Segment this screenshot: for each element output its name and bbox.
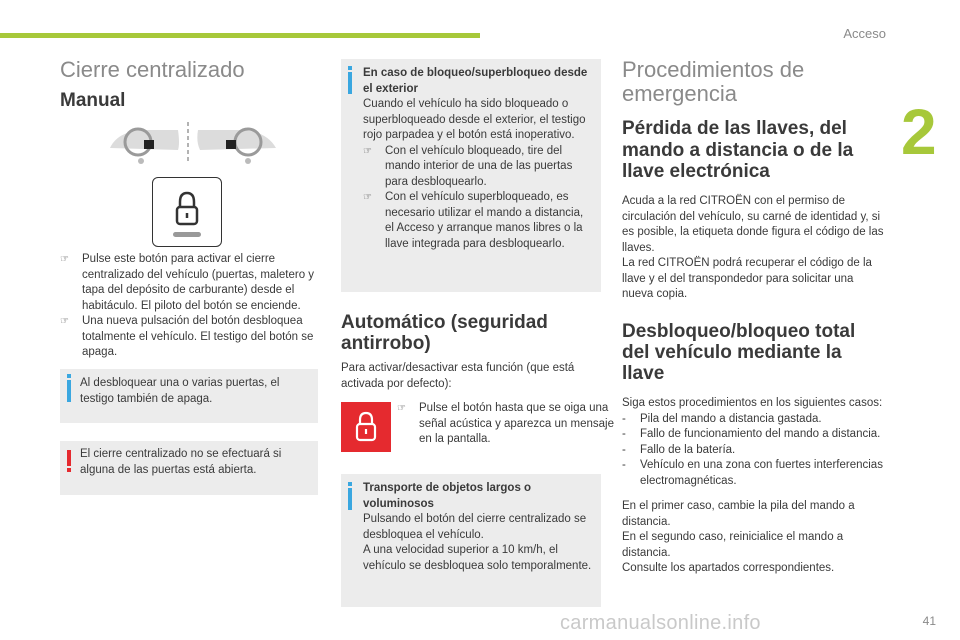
unlock-intro: Siga estos procedimientos en los siguientes casos: [622,397,883,410]
column-3 [622,58,884,577]
list-item: ☞ Pulse este botón para activar el cierre centralizado del vehículo (puertas, maletero y tapa del depósito de carburante) desde el habitáculo. El piloto del botón se enciende. [60,253,315,312]
dashboard-illustration [108,118,278,168]
warning-icon [67,450,71,466]
header-accent-bar [0,33,480,38]
list-item: - Fallo de funcionamiento del mando a distancia. [622,428,881,441]
info-text: Al desbloquear una o varias puertas, el testigo también de apaga. [80,377,280,405]
list-item: ☞ Con el vehículo superbloqueado, es necesario utilizar el mando a distancia, el Acceso y arranque manos libres o la llave integrada para desbloquearlo. [363,191,584,250]
list-item: ☞ Una nueva pulsación del botón desbloquea totalmente el vehículo. El testigo del botón se apaga. [60,315,314,358]
heading-perdida-llaves: Pérdida de las llaves, del mando a distancia o de la llave electrónica [622,118,854,182]
list-item: - Fallo de la batería. [622,443,736,456]
info-icon [348,488,352,510]
section-name: Acceso [843,26,886,41]
console-button-icon [144,140,154,149]
list-item: ☞ Con el vehículo bloqueado, tire del mando interior de una de las puertas para desbloquearlo. [363,144,573,188]
info-box-exterior-lock [341,59,601,292]
warning-box-door-open [60,441,318,495]
heading-automatico: Automático (seguridad antirrobo) [341,312,548,355]
footer-watermark: carmanualsonline.info [560,612,761,634]
unlock-outro: En el primer caso, cambie la pila del mando a distancia. En el segundo caso, reinicialice el mando a distancia. Consulte los apartados correspondientes. [622,500,855,575]
lost-text: Acuda a la red CITROËN con el permiso de circulación del vehículo, su carné de identidad y, si es posible, la etiqueta donde figura el código de las llaves. La red CITROËN podrá recuperar el código de la llave y el del transpondedor para solicitar una nueva copia. [622,195,884,301]
heading-desbloqueo: Desbloqueo/bloqueo total del vehículo mediante la llave [622,320,856,385]
padlock-icon [153,178,221,246]
box-text: Cuando el vehículo ha sido bloqueado o superbloqueado desde el exterior, el testigo rojo parpadea y el botón está inoperativo. [363,98,586,141]
column-1 [60,56,322,111]
antitheft-button [341,402,391,452]
padlock-icon [341,402,391,452]
box-text: Pulsando el botón del cierre centralizado se desbloquea el vehículo. A una velocidad superior a 10 km/h, el vehículo se desbloquea solo temporalmente. [363,513,592,572]
list-item: ☞ Pulse el botón hasta que se oiga una señal acústica y aparezca un mensaje en la pantalla. [397,402,614,445]
manual-bullets [60,252,322,361]
chapter-number: 2 [901,96,937,168]
box-title: En caso de bloqueo/superbloqueo desde el exterior [363,67,588,95]
subtitle-manual: Manual [60,90,126,112]
central-lock-button [152,177,222,247]
console-button-icon [226,140,236,149]
title-procedimientos: Procedimientos de emergencia [622,57,805,107]
list-item: - Vehículo en una zona con fuertes interferencias electromagnéticas. [622,459,883,487]
info-box-long-objects [341,474,601,607]
box-title: Transporte de objetos largos o voluminosos [363,482,532,510]
auto-intro: Para activar/desactivar esta función (que está activada por defecto): [341,362,575,390]
page-number: 41 [922,614,936,628]
info-icon [348,72,352,94]
info-box-unlock [60,369,318,423]
list-item: - Pila del mando a distancia gastada. [622,412,822,425]
title-cierre-centralizado: Cierre centralizado [60,57,245,82]
warning-text: El cierre centralizado no se efectuará si alguna de las puertas está abierta. [80,448,282,476]
info-icon [67,380,71,402]
